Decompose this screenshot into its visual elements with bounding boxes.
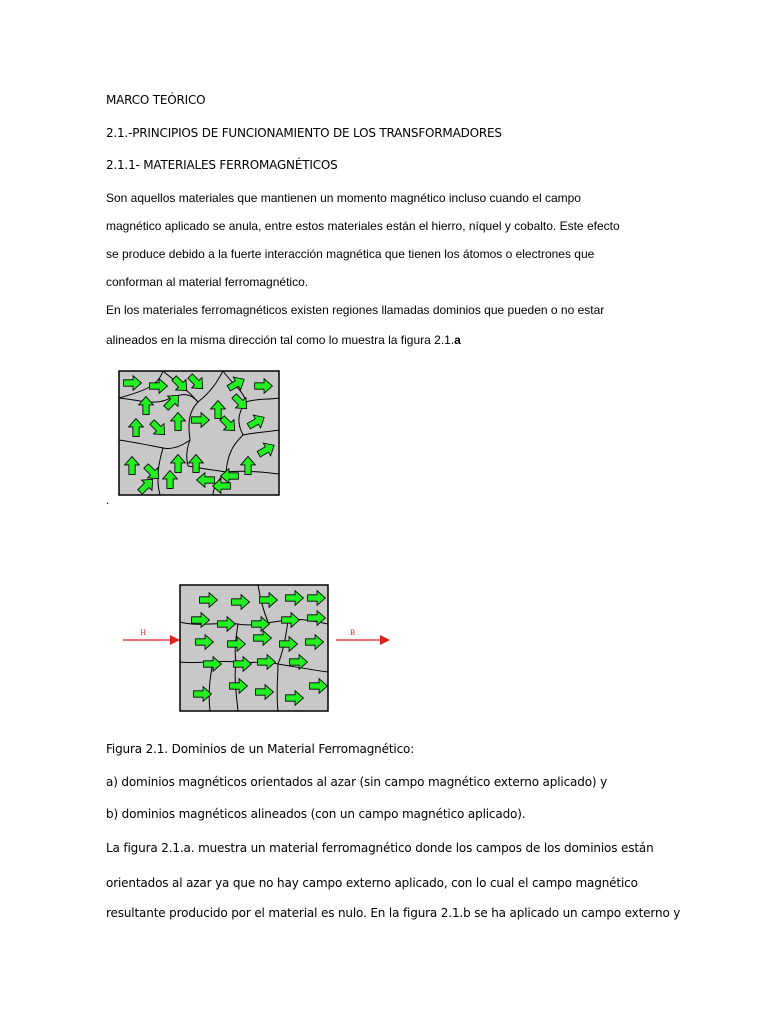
- figure-random-domains: [118, 370, 281, 497]
- heading-marco-teorico: MARCO TEÓRICO: [106, 93, 206, 107]
- field-arrow-right: [336, 635, 390, 645]
- stray-dot: .: [106, 493, 110, 507]
- heading-section-2-1: 2.1.-PRINCIPIOS DE FUNCIONAMIENTO DE LOS TRANSFORMADORES: [106, 126, 502, 140]
- paragraph-2-line-1: En los materiales ferromagnéticos existen regiones llamadas dominios que pueden o no estar: [106, 303, 605, 317]
- field-arrow-left: [123, 635, 180, 645]
- paragraph-1-line-4: conforman al material ferromagnético.: [106, 275, 309, 289]
- paragraph-1-line-2: magnético aplicado se anula, entre estos materiales están el hierro, níquel y cobalto. Este efecto: [106, 219, 620, 233]
- paragraph-1-line-3: se produce debido a la fuerte interacción magnética que tienen los átomos o electrones que: [106, 247, 595, 261]
- paragraph-3-line-3: resultante producido por el material es nulo. En la figura 2.1.b se ha aplicado un campo externo y: [106, 906, 681, 920]
- figure-caption-b: b) dominios magnéticos alineados (con un campo magnético aplicado).: [106, 807, 526, 821]
- figure-caption-a: a) dominios magnéticos orientados al azar (sin campo magnético externo aplicado) y: [106, 775, 608, 789]
- field-label-b: B: [350, 629, 356, 637]
- field-label-h: H: [140, 629, 147, 637]
- paragraph-2-line-2: [106, 333, 461, 347]
- paragraph-2-line-2-text: alineados en la misma dirección tal como lo muestra la figura 2.1.: [106, 333, 455, 347]
- figure-aligned-domains: [118, 582, 398, 714]
- heading-subsection-2-1-1: 2.1.1- MATERIALES FERROMAGNÉTICOS: [106, 158, 338, 172]
- figure-caption-title: Figura 2.1. Dominios de un Material Ferromagnético:: [106, 742, 415, 756]
- paragraph-2-line-2-bold: a: [454, 333, 461, 347]
- paragraph-3-line-2: orientados al azar ya que no hay campo externo aplicado, con lo cual el campo magnético: [106, 876, 638, 890]
- paragraph-3-line-1: La figura 2.1.a. muestra un material ferromagnético donde los campos de los dominios están: [106, 841, 654, 855]
- paragraph-1-line-1: Son aquellos materiales que mantienen un momento magnético incluso cuando el campo: [106, 191, 581, 205]
